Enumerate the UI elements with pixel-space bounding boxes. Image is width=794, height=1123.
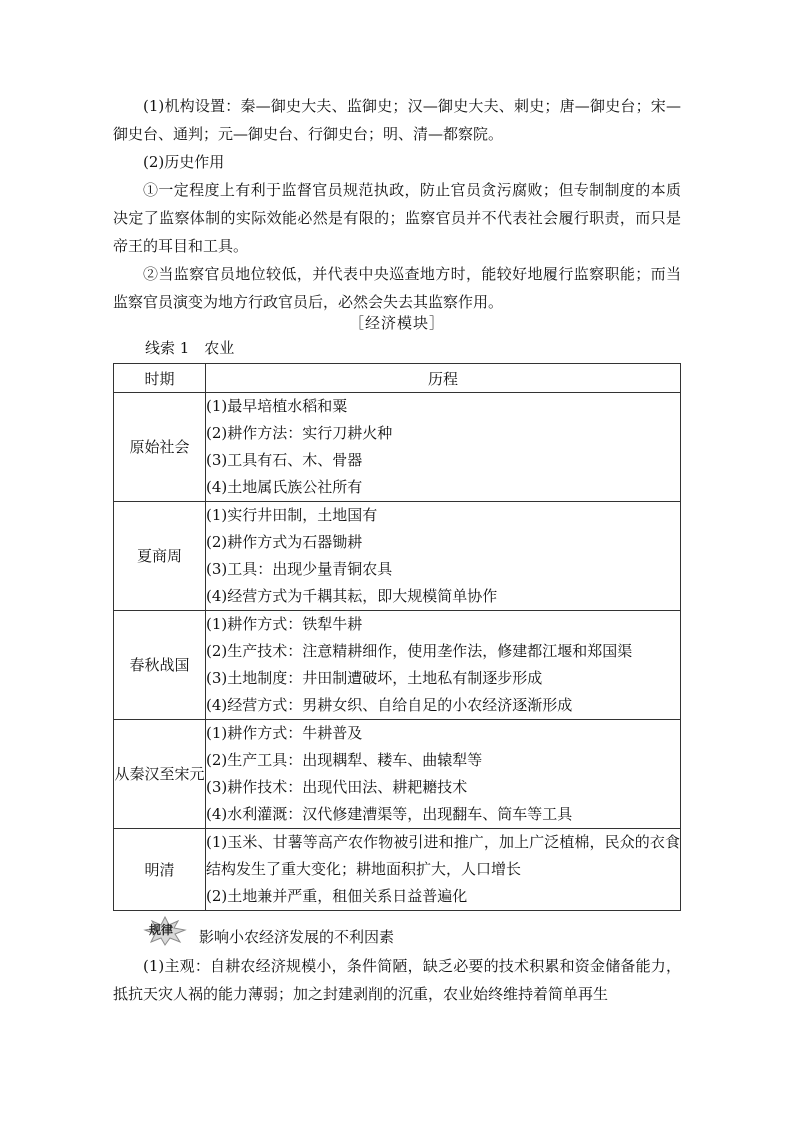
rule-heading [143,916,683,950]
list-item: (3)工具：出现少量青铜农具 [206,560,393,578]
list-item: (2)土地兼并严重，租佃关系日益普遍化 [206,887,468,905]
list-item: (3)耕作技术：出现代田法、耕耙耱技术 [206,778,468,796]
list-item: (4)土地属氏族公社所有 [206,478,363,496]
paragraph-historical-role-heading: (2)历史作用 [143,153,225,171]
table-row [114,393,681,502]
process-cell [206,829,681,911]
process-cell [206,393,681,502]
list-item: (1)耕作方式：铁犁牛耕 [206,615,363,633]
paragraph-subjective-factors: (1)主观：自耕农经济规模小，条件简陋，缺乏必要的技术积累和资金储备能力，抵抗天灾人祸的能力薄弱；加之封建剥削的沉重，农业始终维持着简单再生 [113,957,681,1003]
paragraph-role-point-2: ②当监察官员地位较低，并代表中央巡查地方时，能较好地履行监察职能；而当监察官员演变为地方行政官员后，必然会失去其监察作用。 [113,265,681,311]
header-process: 历程 [206,364,681,393]
list-item: (2)耕作方法：实行刀耕火种 [206,424,393,442]
period-cell: 从秦汉至宋元 [114,720,206,829]
list-item: (2)生产工具：出现耦犁、耧车、曲辕犁等 [206,751,483,769]
rule-badge [143,916,187,946]
list-item: (2)耕作方式为石器锄耕 [206,533,363,551]
table-row [114,829,681,911]
process-cell [206,502,681,611]
rule-badge-label: 规律 [149,923,174,937]
header-period: 时期 [114,364,206,393]
rule-title: 影响小农经济发展的不利因素 [199,928,395,946]
list-item: (3)工具有石、木、骨器 [206,451,363,469]
period-cell: 夏商周 [114,502,206,611]
paragraph-role-point-1: ①一定程度上有利于监督官员规范执政，防止官员贪污腐败；但专制制度的本质决定了监察体制的实际效能必然是有限的；监察官员并不代表社会履行职责，而只是帝王的耳目和工具。 [113,181,681,255]
period-cell: 明清 [114,829,206,911]
list-item: (1)最早培植水稻和粟 [206,397,348,415]
list-item: (4)经营方式：男耕女织、自给自足的小农经济逐渐形成 [206,696,573,714]
clue-title: 线索 1 农业 [145,339,235,357]
period-cell: 原始社会 [114,393,206,502]
list-item: (1)玉米、甘薯等高产农作物被引进和推广，加上广泛植棉，民众的衣食结构发生了重大变化；耕地面积扩大，人口增长 [206,833,680,878]
table-header-row [114,364,681,393]
paragraph-institutions: (1)机构设置：秦—御史大夫、监御史；汉—御史大夫、刺史；唐—御史台；宋—御史台、通判；元—御史台、行御史台；明、清—都察院。 [113,97,681,143]
period-cell: 春秋战国 [114,611,206,720]
table-row [114,611,681,720]
list-item: (3)土地制度：井田制遭破坏，土地私有制逐步形成 [206,669,543,687]
process-cell [206,611,681,720]
process-cell [206,720,681,829]
table-row [114,502,681,611]
table-row [114,720,681,829]
agriculture-history-table [113,363,681,911]
list-item: (4)水利灌溉：汉代修建漕渠等，出现翻车、筒车等工具 [206,805,573,823]
list-item: (1)实行井田制，土地国有 [206,506,378,524]
list-item: (1)耕作方式：牛耕普及 [206,724,363,742]
section-title: ［经济模块］ [348,314,445,332]
list-item: (4)经营方式为千耦其耘，即大规模简单协作 [206,587,498,605]
list-item: (2)生产技术：注意精耕细作，使用垄作法，修建都江堰和郑国渠 [206,642,633,660]
